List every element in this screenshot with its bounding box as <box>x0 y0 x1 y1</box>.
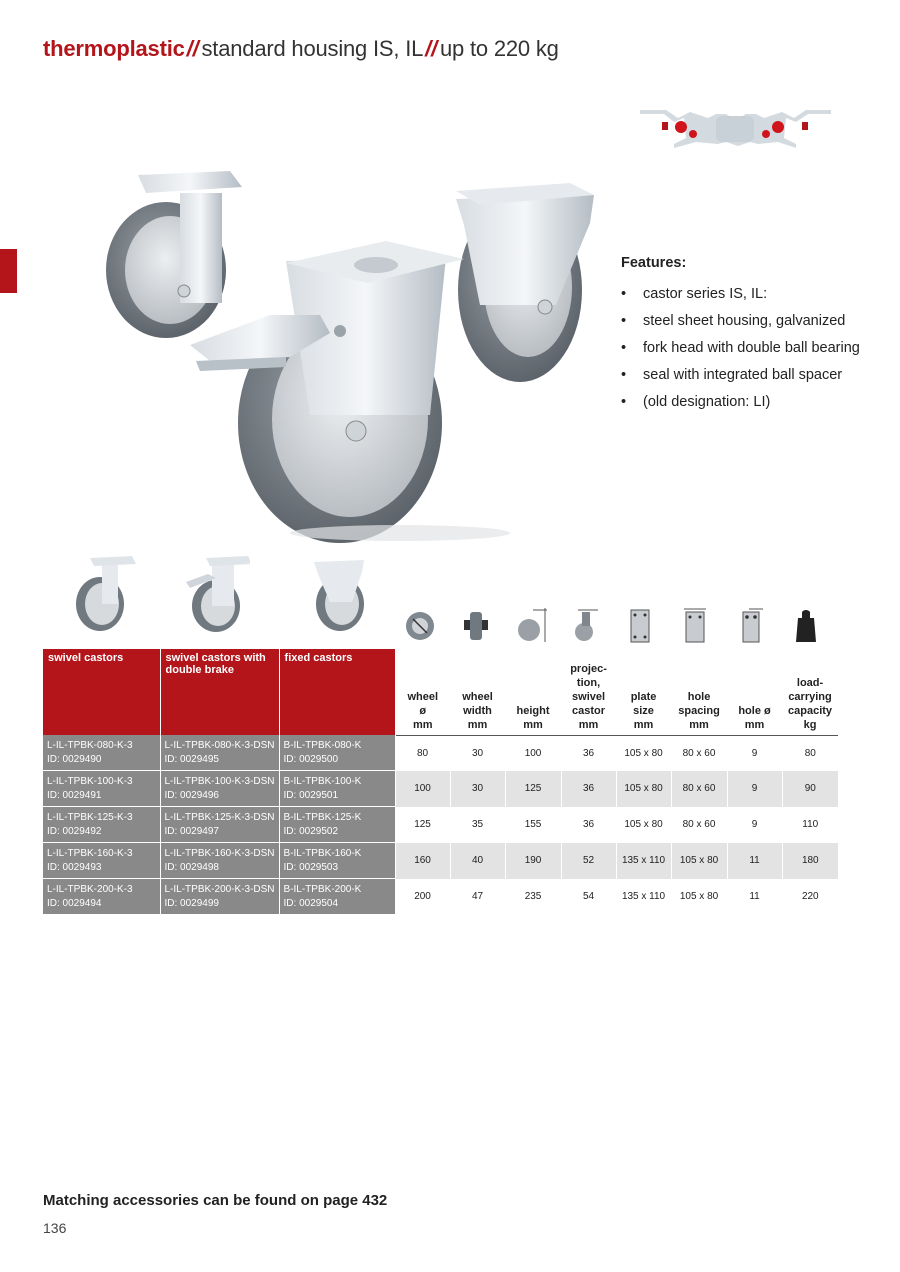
load-capacity-cell: 80 <box>782 735 838 771</box>
hole-diameter-icon <box>723 606 778 646</box>
article-id: ID: 0029500 <box>283 753 339 765</box>
wheel-diameter-cell: 200 <box>395 879 450 915</box>
spec-table <box>43 649 838 915</box>
article-number: L-IL-TPBK-080-K-3-DSN <box>164 739 275 751</box>
hole-spacing-cell: 80 x 60 <box>671 771 727 807</box>
header-swivel-castors: swivel castors <box>43 649 160 735</box>
article-number: L-IL-TPBK-160-K-3 <box>47 847 133 859</box>
article-number: B-IL-TPBK-125-K <box>283 811 362 823</box>
header-fixed-castors: fixed castors <box>279 649 395 735</box>
article-id: ID: 0029495 <box>164 753 219 765</box>
fixed-castor-thumbnail <box>304 552 368 632</box>
hole-diameter-cell: 9 <box>727 807 782 843</box>
header-hole-spacing <box>671 649 727 735</box>
fixed-article-cell <box>279 807 395 843</box>
plate-size-cell: 105 x 80 <box>616 771 671 807</box>
header-line: projec- <box>570 662 607 675</box>
hole-diameter-cell: 9 <box>727 735 782 771</box>
header-line: load- <box>796 676 824 689</box>
article-id: ID: 0029492 <box>47 825 102 837</box>
header-line: size <box>633 704 654 717</box>
plate-size-cell: 135 x 110 <box>616 879 671 915</box>
table-header-row <box>43 649 838 735</box>
article-number: B-IL-TPBK-080-K <box>283 739 362 751</box>
brake-article-cell <box>160 735 279 771</box>
height-icon <box>503 606 558 646</box>
features-panel <box>621 255 861 420</box>
title-load: up to 220 kg <box>440 36 559 61</box>
swivel-article-cell <box>43 879 160 915</box>
article-id: ID: 0029501 <box>283 789 339 801</box>
projection-cell: 54 <box>561 879 616 915</box>
brake-article-cell <box>160 843 279 879</box>
article-number: B-IL-TPBK-200-K <box>283 883 362 895</box>
table-row <box>43 807 838 843</box>
wheel-width-cell: 30 <box>450 735 505 771</box>
projection-cell: 52 <box>561 843 616 879</box>
header-wheel-diameter <box>395 649 450 735</box>
projection-cell: 36 <box>561 807 616 843</box>
load-capacity-icon <box>778 606 833 646</box>
feature-item: • castor series IS, IL: <box>621 285 861 303</box>
fixed-article-cell <box>279 735 395 771</box>
fixed-article-cell <box>279 879 395 915</box>
brake-castor-thumbnail <box>186 552 250 632</box>
hole-spacing-cell: 80 x 60 <box>671 735 727 771</box>
table-row <box>43 843 838 879</box>
header-line: mm <box>744 718 765 731</box>
wheel-diameter-cell: 160 <box>395 843 450 879</box>
article-number: L-IL-TPBK-160-K-3-DSN <box>164 847 275 859</box>
header-wheel-width <box>450 649 505 735</box>
header-line: plate <box>630 690 657 703</box>
fixed-article-cell <box>279 843 395 879</box>
swivel-article-cell <box>43 843 160 879</box>
article-id: ID: 0029493 <box>47 861 102 873</box>
header-projection <box>561 649 616 735</box>
page-title <box>43 36 559 62</box>
article-number: L-IL-TPBK-125-K-3 <box>47 811 133 823</box>
wheel-diameter-cell: 125 <box>395 807 450 843</box>
height-cell: 155 <box>505 807 561 843</box>
height-cell: 235 <box>505 879 561 915</box>
load-capacity-cell: 180 <box>782 843 838 879</box>
wheel-width-cell: 30 <box>450 771 505 807</box>
hole-diameter-cell: 9 <box>727 771 782 807</box>
castor-product-photo <box>100 165 600 545</box>
title-separator-1: // <box>186 36 199 61</box>
header-line: ø <box>419 704 427 717</box>
article-id: ID: 0029504 <box>283 897 339 909</box>
article-number: L-IL-TPBK-200-K-3 <box>47 883 133 895</box>
load-capacity-cell: 220 <box>782 879 838 915</box>
title-housing: standard housing IS, IL <box>201 36 424 61</box>
header-line: tion, <box>576 676 601 689</box>
page-number: 136 <box>43 1220 67 1236</box>
features-title: Features: <box>621 255 687 271</box>
plate-size-cell: 105 x 80 <box>616 735 671 771</box>
dimension-icons-row <box>393 606 837 646</box>
features-list <box>621 285 861 411</box>
wheel-width-cell: 47 <box>450 879 505 915</box>
article-id: ID: 0029502 <box>283 825 339 837</box>
header-line: mm <box>467 718 488 731</box>
swivel-article-cell <box>43 771 160 807</box>
header-load-capacity <box>782 649 838 735</box>
article-id: ID: 0029496 <box>164 789 219 801</box>
plate-size-cell: 105 x 80 <box>616 807 671 843</box>
swivel-castor-thumbnail <box>72 552 136 632</box>
header-line: spacing <box>678 704 720 717</box>
height-cell: 100 <box>505 735 561 771</box>
header-line: castor <box>572 704 606 717</box>
header-hole-diameter <box>727 649 782 735</box>
article-number: L-IL-TPBK-100-K-3 <box>47 775 133 787</box>
hole-diameter-cell: 11 <box>727 843 782 879</box>
hole-spacing-cell: 105 x 80 <box>671 879 727 915</box>
wheel-width-icon <box>448 606 503 646</box>
swivel-article-cell <box>43 735 160 771</box>
article-id: ID: 0029503 <box>283 861 339 873</box>
height-cell: 190 <box>505 843 561 879</box>
feature-item: • fork head with double ball bearing <box>621 339 861 357</box>
accessories-note: Matching accessories can be found on page 432 <box>43 1192 388 1209</box>
header-line: mm <box>523 718 543 731</box>
header-line: swivel <box>572 690 606 703</box>
title-material: thermoplastic <box>43 36 185 61</box>
header-line: carrying <box>788 690 832 703</box>
article-id: ID: 0029499 <box>164 897 219 909</box>
header-line: mm <box>633 718 654 731</box>
wheel-diameter-cell: 80 <box>395 735 450 771</box>
fixed-article-cell <box>279 771 395 807</box>
article-number: L-IL-TPBK-200-K-3-DSN <box>164 883 275 895</box>
title-separator-2: // <box>425 36 437 61</box>
load-capacity-cell: 90 <box>782 771 838 807</box>
header-plate-size <box>616 649 671 735</box>
header-line: capacity <box>788 704 833 717</box>
hole-spacing-cell: 80 x 60 <box>671 807 727 843</box>
article-id: ID: 0029494 <box>47 897 102 909</box>
wheel-diameter-icon <box>393 606 448 646</box>
brake-article-cell <box>160 807 279 843</box>
projection-cell: 36 <box>561 771 616 807</box>
article-id: ID: 0029497 <box>164 825 219 837</box>
feature-item: • seal with integrated ball spacer <box>621 366 861 384</box>
projection-cell: 36 <box>561 735 616 771</box>
article-number: B-IL-TPBK-100-K <box>283 775 362 787</box>
bearing-seal-diagram <box>638 100 833 152</box>
table-row <box>43 735 838 771</box>
article-number: L-IL-TPBK-080-K-3 <box>47 739 133 751</box>
projection-icon <box>558 606 613 646</box>
brake-article-cell <box>160 879 279 915</box>
plate-size-icon <box>613 606 668 646</box>
article-id: ID: 0029491 <box>47 789 102 801</box>
article-id: ID: 0029498 <box>164 861 219 873</box>
header-line: mm <box>578 718 599 731</box>
header-height <box>505 649 561 735</box>
header-line: wheel <box>407 690 439 703</box>
hole-spacing-cell: 105 x 80 <box>671 843 727 879</box>
table-row <box>43 771 838 807</box>
hole-diameter-cell: 11 <box>727 879 782 915</box>
article-number: L-IL-TPBK-125-K-3-DSN <box>164 811 275 823</box>
article-id: ID: 0029490 <box>47 753 102 765</box>
header-line: mm <box>413 718 433 731</box>
header-swivel-castors-brake: swivel castors with double brake <box>160 649 279 735</box>
header-line: hole <box>687 690 711 703</box>
plate-size-cell: 135 x 110 <box>616 843 671 879</box>
header-line: width <box>463 704 492 717</box>
feature-item: • steel sheet housing, galvanized <box>621 312 861 330</box>
table-row <box>43 879 838 915</box>
header-line: hole ø <box>738 704 771 717</box>
hole-spacing-icon <box>668 606 723 646</box>
article-number: B-IL-TPBK-160-K <box>283 847 362 859</box>
header-line: wheel <box>462 690 493 703</box>
feature-item: • (old designation: LI) <box>621 393 861 411</box>
swivel-article-cell <box>43 807 160 843</box>
article-number: L-IL-TPBK-100-K-3-DSN <box>164 775 275 787</box>
wheel-width-cell: 40 <box>450 843 505 879</box>
wheel-diameter-cell: 100 <box>395 771 450 807</box>
brake-article-cell <box>160 771 279 807</box>
header-line: kg <box>803 718 817 731</box>
header-line: mm <box>689 718 709 731</box>
wheel-width-cell: 35 <box>450 807 505 843</box>
load-capacity-cell: 110 <box>782 807 838 843</box>
height-cell: 125 <box>505 771 561 807</box>
chapter-tab-marker <box>0 249 17 293</box>
header-line: height <box>516 704 550 717</box>
